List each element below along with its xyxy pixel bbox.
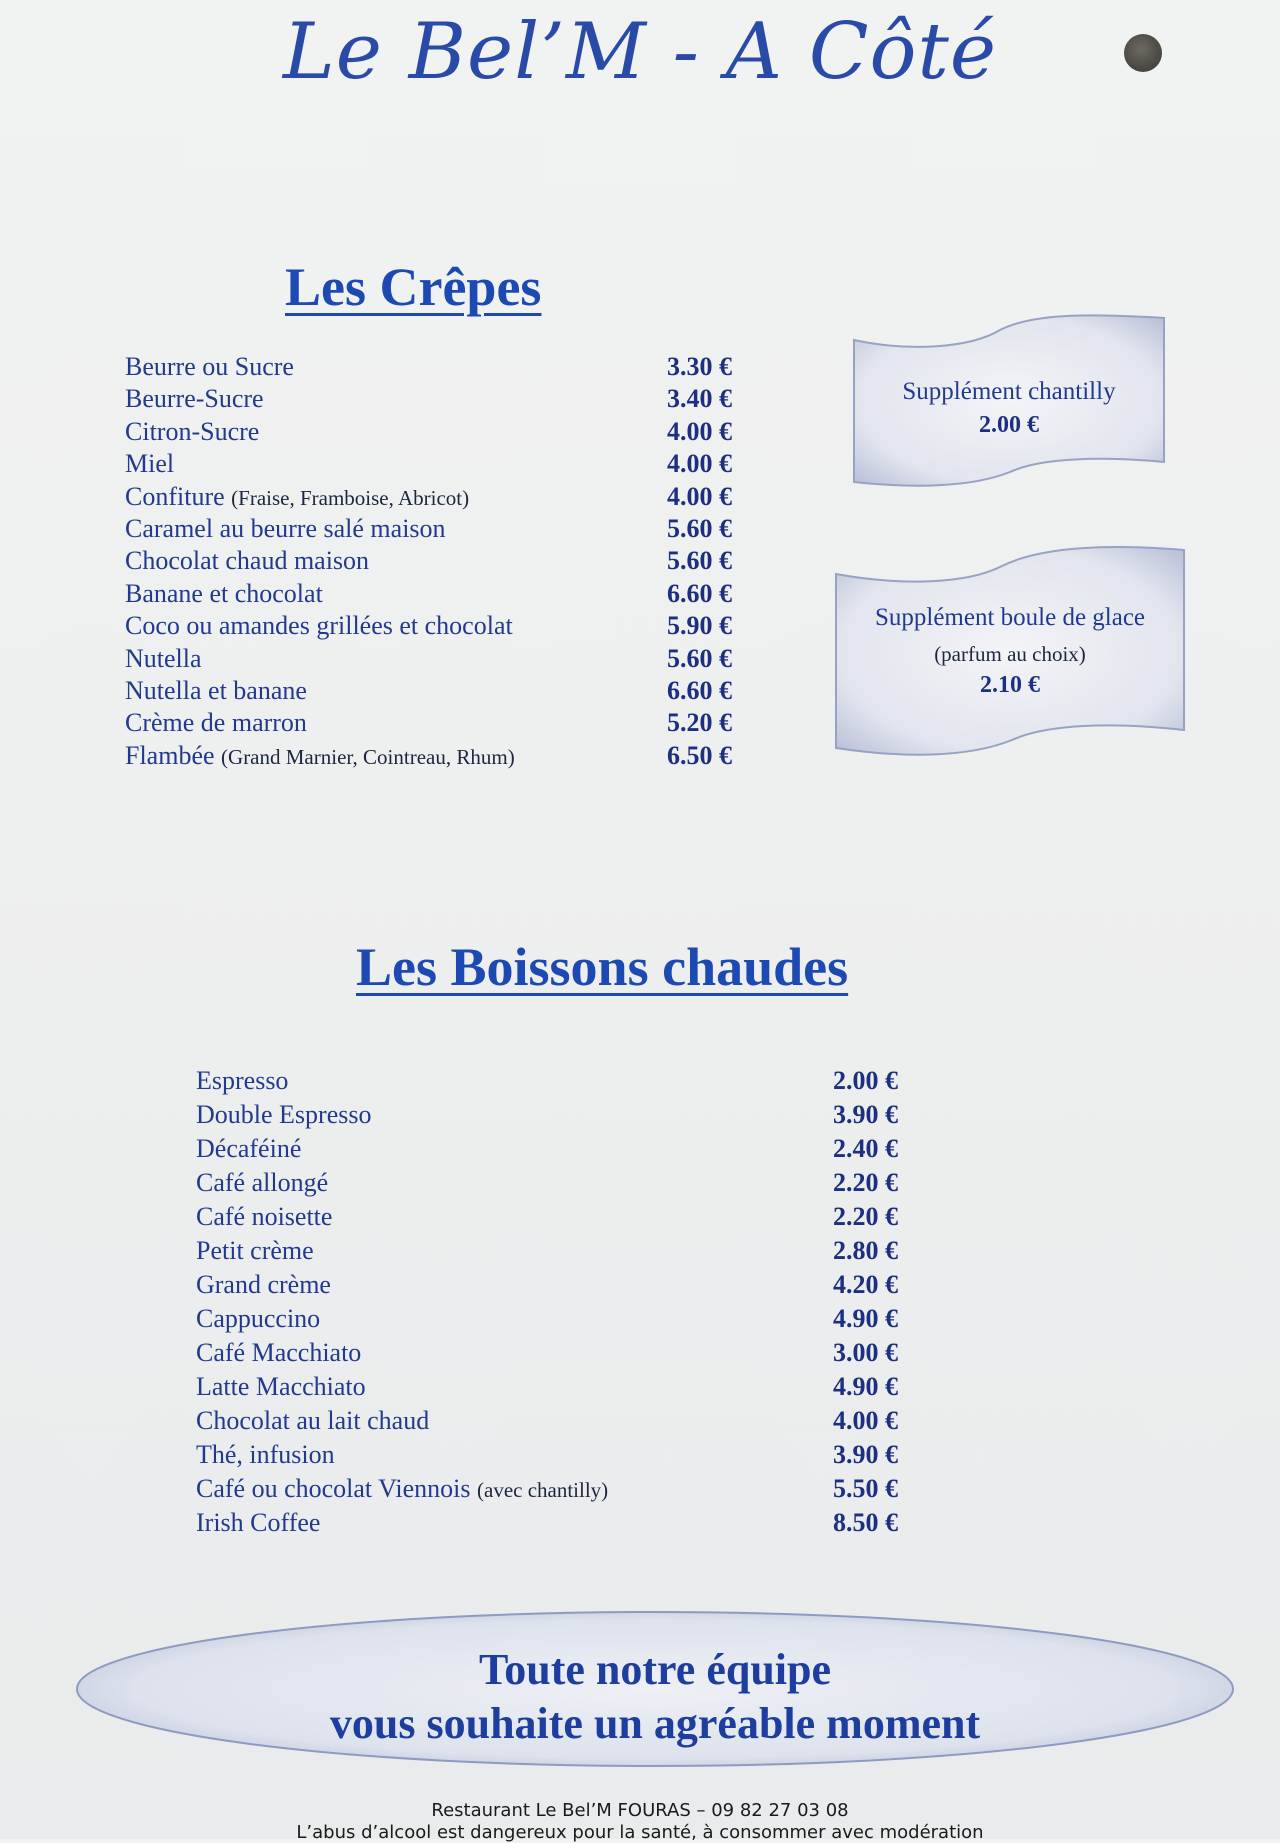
drink-item-name [196, 1270, 331, 1300]
supplement-glace-sub: (parfum au choix) [934, 642, 1086, 666]
crepe-item-name [125, 352, 294, 382]
supplement-glace-card [832, 544, 1188, 759]
drink-item-price: 2.40 € [833, 1134, 898, 1163]
banner-line-2: vous souhaite un agréable moment [329, 1699, 981, 1748]
drink-item-name [196, 1338, 361, 1368]
footer-contact: Restaurant Le Bel’M FOURAS – 09 82 27 03 08 [431, 1800, 849, 1821]
drink-item-label: Chocolat au lait chaud [196, 1406, 430, 1435]
crepe-item-name [125, 611, 513, 641]
crepe-item-label: Chocolat chaud maison [125, 546, 370, 576]
drink-item-name [196, 1508, 320, 1538]
crepe-item-label: Beurre ou Sucre [125, 352, 294, 381]
supplement-chantilly-label: Supplément chantilly [902, 378, 1116, 405]
crepe-item-price: 4.00 € [667, 449, 732, 479]
drink-item-price: 2.20 € [833, 1202, 898, 1231]
drink-item-name [196, 1474, 608, 1504]
supplement-glace-price: 2.10 € [980, 672, 1040, 698]
crepe-item-name [125, 514, 446, 544]
hot-drinks-heading: Les Boissons chaudes [356, 937, 849, 997]
crepe-item-label: Crème de marron [125, 708, 307, 738]
drink-item-name [196, 1168, 328, 1198]
drink-item-label: Café allongé [196, 1168, 329, 1197]
crepe-item-price: 5.20 € [667, 708, 732, 738]
banner-line-1: Toute notre équipe [478, 1645, 832, 1694]
crepe-item-price: 6.60 € [667, 676, 732, 705]
crepe-item-label: Caramel au beurre salé maison [125, 514, 446, 543]
drink-item-name [196, 1304, 320, 1334]
crepe-item-name [125, 676, 307, 706]
drink-item-label: Grand crème [196, 1270, 331, 1299]
crepe-item-price: 3.40 € [667, 384, 732, 414]
drink-item-price: 2.20 € [833, 1168, 898, 1197]
drink-item-label: Double Espresso [196, 1100, 372, 1129]
drink-item-price: 2.00 € [833, 1066, 898, 1095]
drink-item-price: 4.20 € [833, 1270, 898, 1299]
farewell-banner [74, 1608, 1236, 1770]
crepe-item-name [125, 546, 369, 576]
drink-item-label: Café noisette [196, 1202, 333, 1231]
crepe-item-name [125, 579, 323, 609]
drink-item-name [196, 1066, 288, 1096]
drink-item-name [196, 1134, 301, 1164]
crepe-item-label: Citron-Sucre [125, 416, 260, 446]
drink-item-price: 4.90 € [833, 1304, 898, 1333]
drink-item-label: Espresso [196, 1066, 289, 1095]
crepe-item-name [125, 741, 515, 771]
crepe-item-name [125, 708, 307, 738]
crepe-item-note: (Fraise, Framboise, Abricot) [231, 485, 470, 510]
drink-item-name [196, 1202, 332, 1232]
footer-warning: L’abus d’alcool est dangereux pour la santé, à consommer avec modération [296, 1822, 984, 1843]
drink-item-price: 8.50 € [833, 1508, 898, 1537]
crepe-item-note: (Grand Marnier, Cointreau, Rhum) [221, 744, 515, 769]
drink-item-label: Irish Coffee [196, 1508, 321, 1537]
drink-item-label: Petit crème [196, 1236, 314, 1265]
crepe-item-label: Confiture [125, 481, 225, 511]
crepe-item-name [125, 384, 264, 414]
crepe-item-price: 6.50 € [667, 740, 732, 770]
drink-item-price: 2.80 € [833, 1236, 898, 1265]
crepe-item-name [125, 417, 259, 447]
drink-item-label: Latte Macchiato [196, 1372, 366, 1401]
crepe-item-name [125, 644, 202, 674]
drink-item-note: (avec chantilly) [477, 1478, 609, 1502]
drink-item-label: Cappuccino [196, 1304, 321, 1333]
drink-item-name [196, 1372, 366, 1402]
crepe-item-price: 5.90 € [667, 611, 732, 641]
drink-item-price: 5.50 € [833, 1474, 898, 1503]
drink-item-label: Décaféiné [196, 1134, 302, 1163]
crepe-item-price: 5.60 € [667, 643, 732, 673]
drink-item-price: 3.00 € [833, 1338, 898, 1367]
drink-item-name [196, 1406, 429, 1436]
supplement-chantilly-card [850, 312, 1168, 490]
crepe-item-label: Banane et chocolat [125, 578, 323, 608]
drink-item-price: 3.90 € [833, 1100, 898, 1129]
drink-item-label: Thé, infusion [196, 1440, 335, 1469]
supplement-glace-label: Supplément boule de glace [874, 604, 1146, 631]
drink-item-label: Café ou chocolat Viennois [196, 1474, 471, 1503]
crepe-item-label: Nutella [125, 643, 202, 673]
drink-item-label: Café Macchiato [196, 1338, 362, 1367]
crepe-item-label: Miel [125, 449, 175, 479]
drink-item-price: 3.90 € [833, 1440, 898, 1469]
crepe-item-label: Beurre-Sucre [125, 384, 264, 414]
crepe-item-price: 5.60 € [667, 514, 732, 543]
drink-item-price: 4.90 € [833, 1372, 898, 1401]
drink-item-name [196, 1440, 335, 1470]
crepe-item-name [125, 449, 174, 479]
supplement-chantilly-price: 2.00 € [979, 412, 1039, 438]
crepe-item-label: Coco ou amandes grillées et chocolat [125, 611, 513, 641]
crepe-item-name [125, 482, 469, 512]
crepe-item-price: 3.30 € [667, 352, 732, 381]
drink-item-name [196, 1100, 371, 1130]
crepe-item-price: 4.00 € [667, 481, 732, 511]
crepe-item-price: 5.60 € [667, 546, 732, 576]
crepe-item-label: Flambée [125, 740, 215, 770]
drink-item-name [196, 1236, 314, 1266]
crepe-item-price: 6.60 € [667, 578, 732, 608]
crepes-heading: Les Crêpes [285, 257, 542, 317]
crepe-item-price: 4.00 € [667, 416, 732, 446]
drink-item-price: 4.00 € [833, 1406, 898, 1435]
restaurant-title: Le Bel’M - A Côté [282, 7, 998, 97]
crepe-item-label: Nutella et banane [125, 676, 307, 705]
